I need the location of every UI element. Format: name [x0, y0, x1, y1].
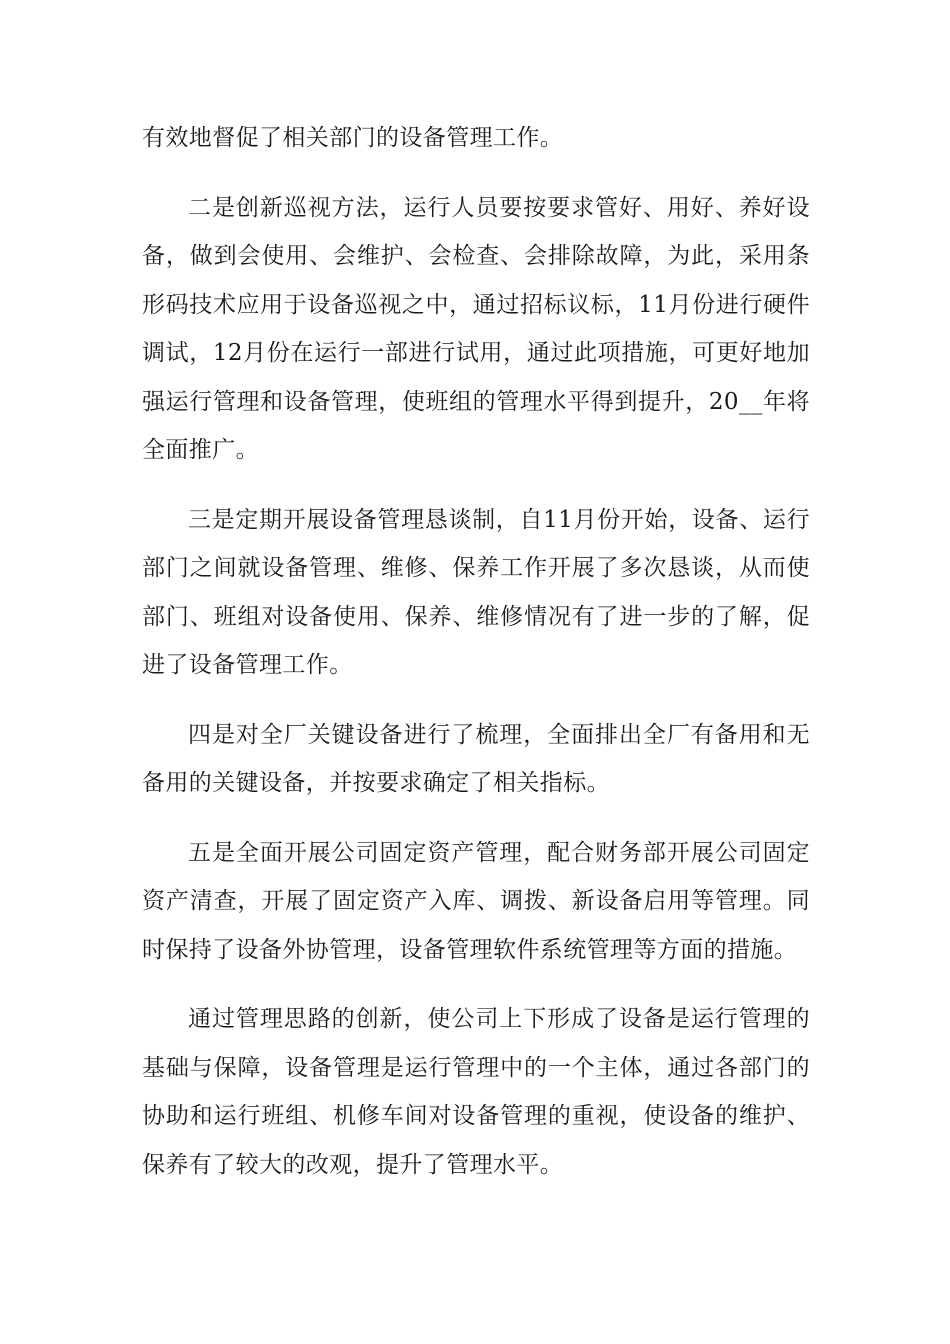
paragraph-item-4-key-equipment: 四是对全厂关键设备进行了梳理，全面排出全厂有备用和无备用的关键设备，并按要求确定了相关指标。 [142, 721, 810, 796]
paragraph-conclusion: 通过管理思路的创新，使公司上下形成了设备是运行管理的基础与保障，设备管理是运行管理中的一个主体，通过各部门的协助和运行班组、机修车间对设备管理的重视，使设备的维护、保养有了较大的改观，提升了管理水平。 [142, 1006, 810, 1178]
paragraph-item-5-fixed-assets: 五是全面开展公司固定资产管理，配合财务部开展公司固定资产清查，开展了固定资产入库、调拨、新设备启用等管理。同时保持了设备外协管理，设备管理软件系统管理等方面的措施。 [142, 839, 810, 963]
paragraph-item-3-talks: 三是定期开展设备管理恳谈制，自11月份开始，设备、运行部门之间就设备管理、维修、保养工作开展了多次恳谈，从而使部门、班组对设备使用、保养、维修情况有了进一步的了解，促进了设备管理工作。 [142, 506, 810, 678]
document-body [142, 114, 810, 1210]
paragraph-continuation: 有效地督促了相关部门的设备管理工作。 [142, 125, 564, 151]
paragraph-item-2-inspection: 二是创新巡视方法，运行人员要按要求管好、用好、养好设备，做到会使用、会维护、会检查、会排除故障，为此，采用条形码技术应用于设备巡视之中，通过招标议标，11月份进行硬件调试，12月份在运行一部进行试用，通过此项措施，可更好地加强运行管理和设备管理，使班组的管理水平得到提升，20__年将全面推广。 [142, 194, 810, 463]
